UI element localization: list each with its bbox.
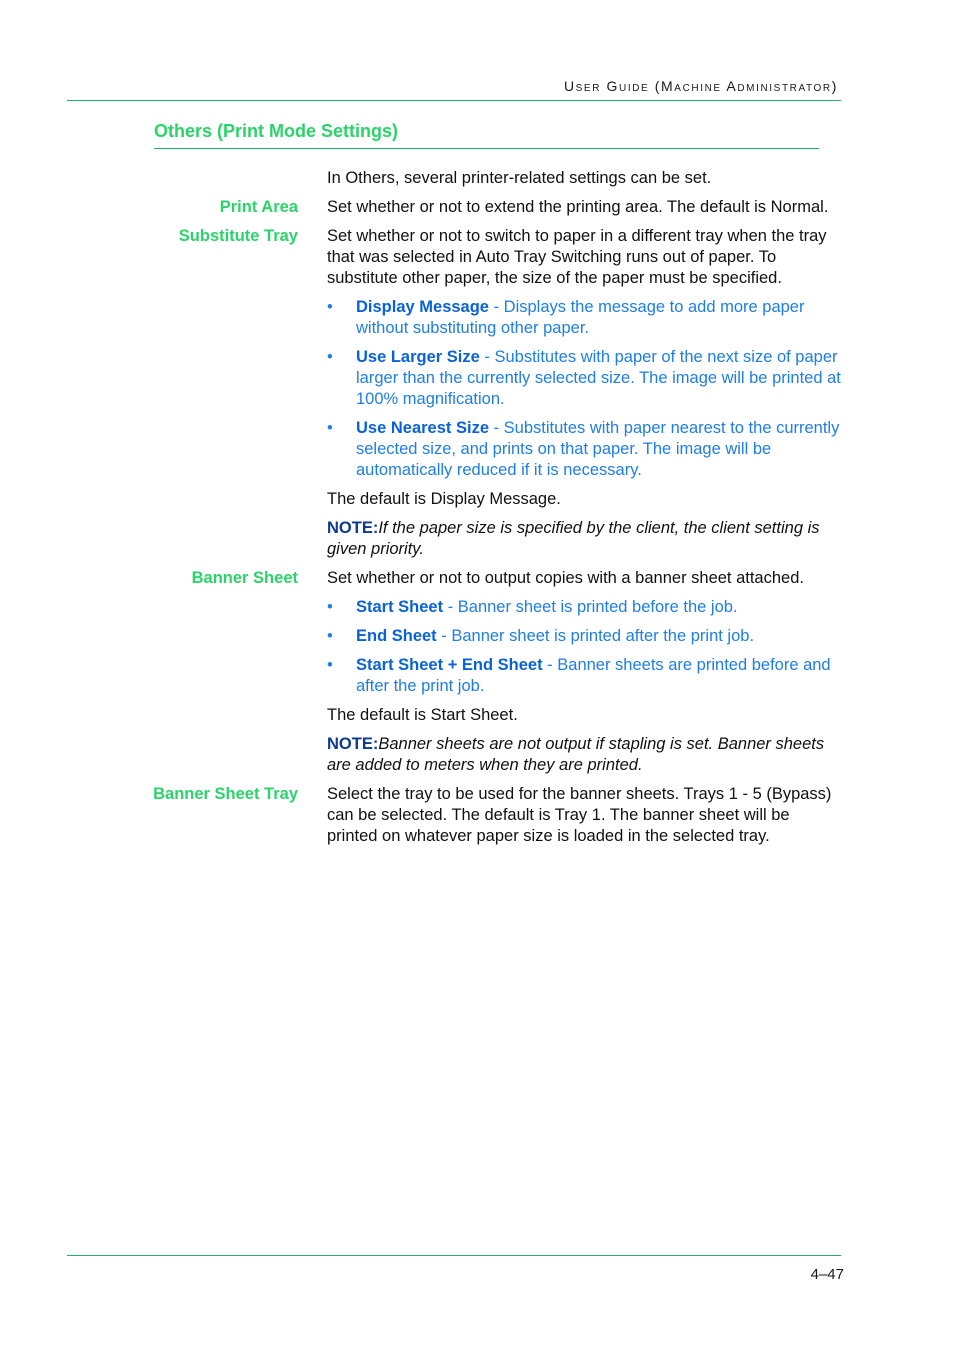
substitute-tray-text: Set whether or not to switch to paper in a different tray when the tray that was selected in Auto Tray Switching runs out of paper. To substitute other paper, the size of the paper must be specified.: [327, 227, 827, 287]
header-rule: [67, 100, 841, 101]
content-body: [0, 168, 954, 855]
banner-sheet-paragraph: [191, 568, 841, 589]
option-term: End Sheet: [356, 627, 437, 645]
banner-sheet-note: [327, 734, 841, 776]
substitute-tray-note: [327, 518, 841, 560]
banner-sheet-tray-text: Select the tray to be used for the banner sheets. Trays 1 - 5 (Bypass) can be selected. The default is Tray 1. The banner sheet will be printed on whatever paper size is loaded in the selected tray.: [327, 785, 832, 845]
option-description: - Banner sheets are printed before and after the print job.: [356, 656, 831, 695]
list-item: [327, 297, 841, 339]
print-area-label: Print Area: [219, 198, 298, 216]
page-number: 4–47: [810, 1266, 844, 1283]
note-text: If the paper size is specified by the client, the client setting is given priority.: [327, 519, 820, 558]
list-item: [327, 597, 841, 618]
option-description: - Substitutes with paper of the next size of paper larger than the currently selected size. The image will be printed at 100% magnification.: [356, 348, 841, 408]
option-term: Start Sheet + End Sheet: [356, 656, 543, 674]
bullet-icon: •: [327, 298, 333, 316]
list-item: [327, 626, 841, 647]
banner-sheet-text: Set whether or not to output copies with a banner sheet attached.: [327, 569, 804, 587]
note-label: NOTE:: [327, 519, 379, 537]
bullet-icon: •: [327, 598, 333, 616]
option-description: - Banner sheet is printed after the print job.: [436, 627, 755, 645]
intro-paragraph: In Others, several printer-related settings can be set.: [327, 169, 712, 187]
banner-sheet-tray-paragraph: [153, 784, 841, 847]
banner-sheet-tray-label: Banner Sheet Tray: [153, 785, 298, 803]
bullet-icon: •: [327, 627, 333, 645]
running-header: User Guide (Machine Administrator): [563, 78, 838, 94]
option-term: Use Larger Size: [356, 348, 480, 366]
section-title: Others (Print Mode Settings): [154, 121, 399, 141]
option-description: - Substitutes with paper nearest to the currently selected size, and prints on that paper. The image will be automatically reduced if it is necessary.: [356, 419, 840, 479]
bullet-icon: •: [327, 348, 333, 366]
bullet-icon: •: [327, 656, 333, 674]
bullet-icon: •: [327, 419, 333, 437]
list-item: [327, 655, 841, 697]
option-description: - Banner sheet is printed before the job.: [443, 598, 738, 616]
banner-sheet-default: The default is Start Sheet.: [327, 706, 518, 724]
option-term: Display Message: [356, 298, 489, 316]
banner-sheet-label: Banner Sheet: [191, 569, 298, 587]
note-text: Banner sheets are not output if stapling is set. Banner sheets are added to meters when they are printed.: [327, 735, 825, 774]
section-rule: [154, 148, 819, 149]
print-area-paragraph: [219, 197, 841, 218]
substitute-tray-paragraph: [178, 226, 841, 289]
option-term: Use Nearest Size: [356, 419, 489, 437]
print-area-text: Set whether or not to extend the printing area. The default is Normal.: [327, 198, 829, 216]
substitute-tray-default: The default is Display Message.: [327, 490, 561, 508]
note-label: NOTE:: [327, 735, 379, 753]
list-item: [327, 418, 841, 481]
substitute-tray-label: Substitute Tray: [178, 227, 298, 245]
option-term: Start Sheet: [356, 598, 444, 616]
option-description: - Displays the message to add more paper without substituting other paper.: [356, 298, 805, 337]
list-item: [327, 347, 841, 410]
footer-rule: [67, 1255, 841, 1256]
